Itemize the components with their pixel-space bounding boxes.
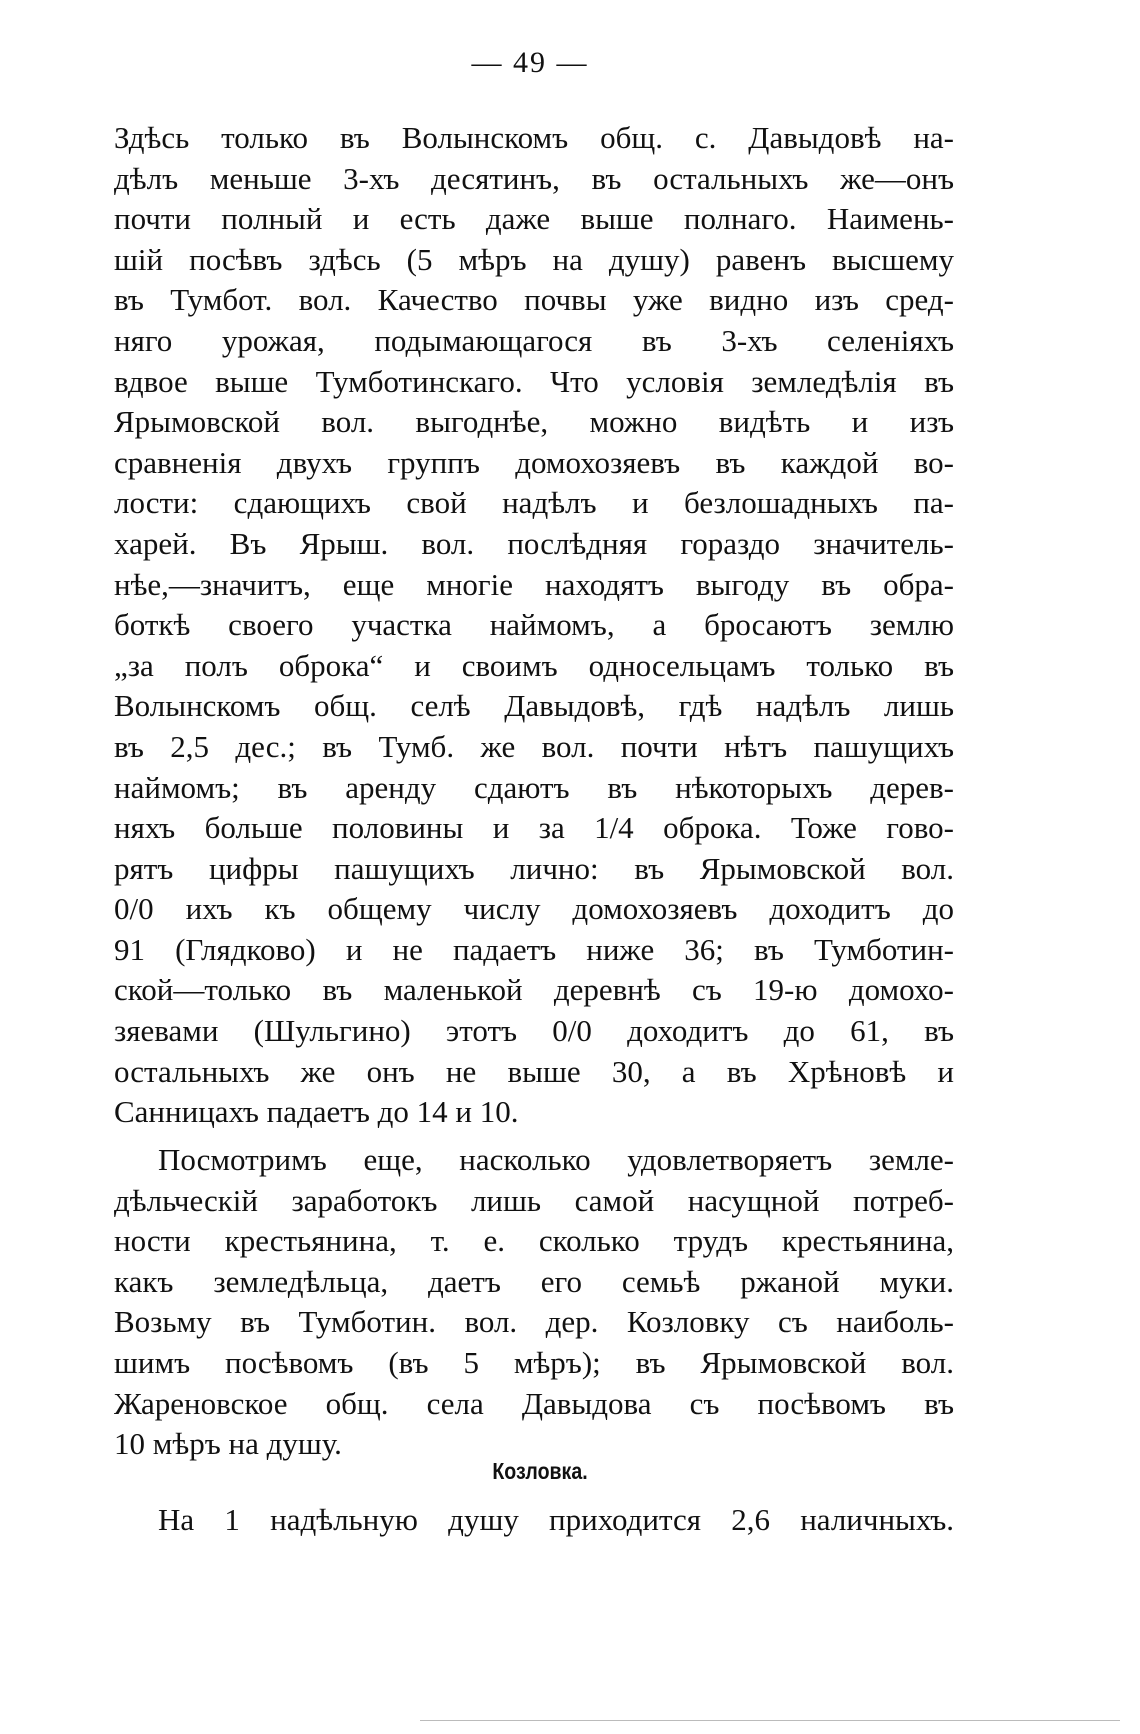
- text-line: наймомъ; въ аренду сдаютъ въ нѣкоторыхъ дерев-: [114, 769, 954, 805]
- text-line: сравненія двухъ группъ домохозяевъ въ каждой во-: [114, 444, 954, 480]
- text-line: харей. Въ Ярыш. вол. послѣдняя гораздо значитель-: [114, 525, 954, 561]
- text-line: 91 (Глядково) и не падаетъ ниже 36; въ Тумботин-: [114, 931, 954, 967]
- text-line: почти полный и есть даже выше полнаго. Наимень-: [114, 201, 954, 237]
- text-line: няго урожая, подымающагося въ 3-хъ селеніяхъ: [114, 322, 954, 358]
- text-line: какъ земледѣльца, даетъ его семьѣ ржаной муки.: [114, 1263, 954, 1299]
- text-line: нѣе,—значитъ, еще многіе находятъ выгоду въ обра-: [114, 566, 954, 602]
- text-line: Санницахъ падаетъ до 14 и 10.: [114, 1094, 519, 1130]
- text-line: зяевами (Шульгино) этотъ 0/0 доходитъ до 61, въ: [114, 1013, 954, 1049]
- text-line: няхъ больше половины и за 1/4 оброка. Тоже гово-: [114, 810, 954, 846]
- text-line: боткѣ своего участка наймомъ, а бросаютъ землю: [114, 607, 954, 643]
- paragraph-2: [114, 1140, 954, 1465]
- text-line: рятъ цифры пашущихъ лично: въ Ярымовской вол.: [114, 850, 954, 886]
- text-line: шимъ посѣвомъ (въ 5 мѣръ); въ Ярымовской вол.: [114, 1344, 954, 1380]
- page-number: — 49 —: [471, 46, 589, 79]
- text-line: дѣльческій заработокъ лишь самой насущной потреб-: [114, 1182, 954, 1218]
- text-line: шій посѣвъ здѣсь (5 мѣръ на душу) равенъ высшему: [114, 241, 954, 277]
- text-line: ности крестьянина, т. е. сколько трудъ крестьянина,: [114, 1223, 954, 1259]
- text-line: Возьму въ Тумботин. вол. дер. Козловку съ наиболь-: [114, 1304, 954, 1340]
- text-line: въ Тумбот. вол. Качество почвы уже видно изъ сред-: [114, 282, 954, 318]
- paragraph-3: [158, 1500, 954, 1541]
- text-line: дѣлъ меньше 3-хъ десятинъ, въ остальныхъ же—онъ: [114, 160, 954, 196]
- text-line: „за полъ оброка“ и своимъ односельцамъ только въ: [114, 647, 954, 683]
- text-line: Посмотримъ еще, насколько удовлетворяетъ земле-: [158, 1142, 954, 1177]
- text-line: На 1 надѣльную душу приходится 2,6 наличныхъ.: [158, 1502, 954, 1537]
- text-line: вдвое выше Тумботинскаго. Что условія земледѣлія въ: [114, 363, 954, 399]
- text-line: 0/0 ихъ къ общему числу домохозяевъ доходитъ до: [114, 891, 954, 927]
- text-line: Волынскомъ общ. селѣ Давыдовѣ, гдѣ надѣлъ лишь: [114, 688, 954, 724]
- section-heading: Козловка.: [492, 1458, 588, 1484]
- text-line: лости: сдающихъ свой надѣлъ и безлошадныхъ па-: [114, 485, 954, 521]
- text-line: 10 мѣръ на душу.: [114, 1426, 342, 1462]
- paragraph-1: [114, 118, 954, 1133]
- text-line: въ 2,5 дес.; въ Тумб. же вол. почти нѣтъ пашущихъ: [114, 728, 954, 764]
- page-edge-rule: [420, 1720, 1120, 1721]
- text-line: Ярымовской вол. выгоднѣе, можно видѣть и изъ: [114, 404, 954, 440]
- text-line: Здѣсь только въ Волынскомъ общ. с. Давыдовѣ на-: [114, 120, 954, 155]
- text-line: Жареновское общ. села Давыдова съ посѣвомъ въ: [114, 1385, 954, 1421]
- text-line: ской—только въ маленькой деревнѣ съ 19-ю домохо-: [114, 972, 954, 1008]
- text-line: остальныхъ же онъ не выше 30, а въ Хрѣновѣ и: [114, 1053, 954, 1089]
